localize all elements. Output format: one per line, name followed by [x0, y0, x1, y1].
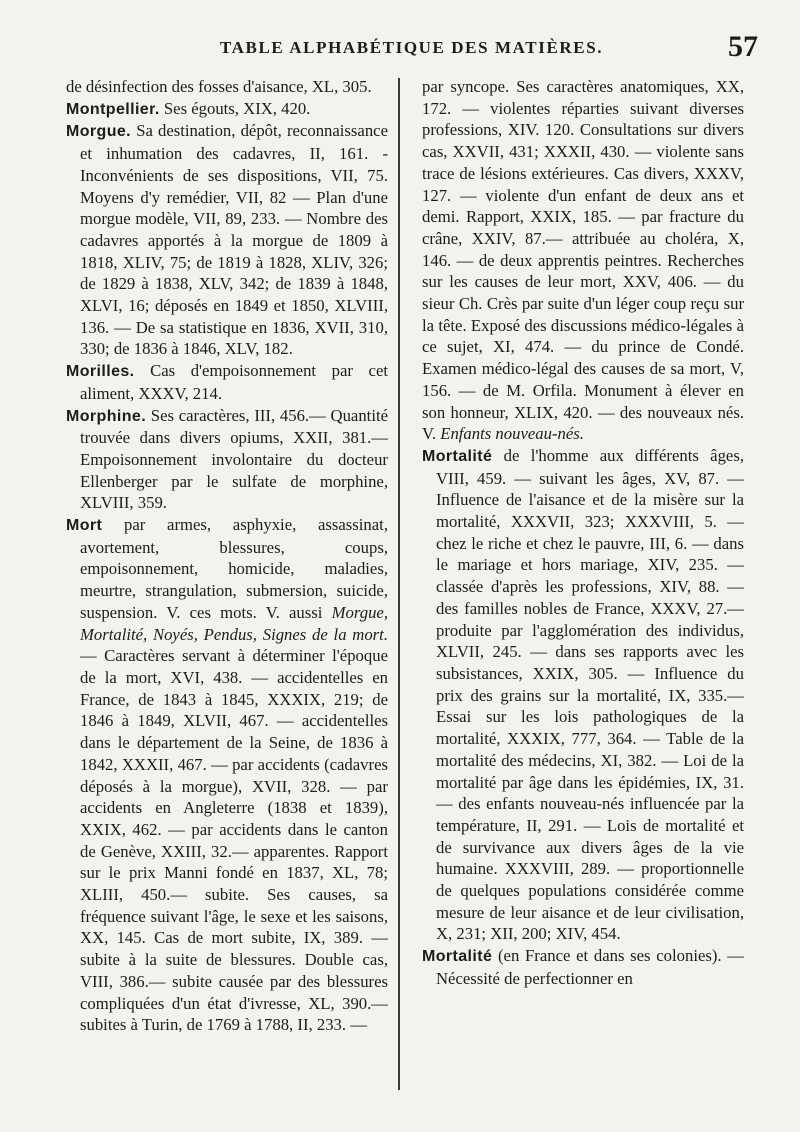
- index-entry-morphine: [66, 405, 388, 515]
- entry-text: — Caractères servant à déterminer l'époque de la mort, XVI, 438. — accidentelles en France, de 1843 à 1845, XXXIX, 219; de 1846 à 1849, XLVII, 467. — accidentelles dans le département de la Seine, de 1836 à 1842, XXXII, 467. — par accidents (cadavres déposés à la morgue), XVII, 328. — par accidents en Angleterre (1838 et 1839), XXIX, 462. — par accidents dans le canton de Genève, XXIII, 32.— apparentes. Rapport sur le prix Manni fondé en 1837, XL, 78; XLIII, 450.— subite. Ses causes, sa fréquence suivant l'âge, le sexe et les saisons, XX, 145. Cas de mort subite, IX, 389. — subite à la suite de blessures. Double cas, VIII, 386.— subite causée par des blessures compliquées d'un état d'ivresse, XL, 390.— subites à Turin, de 1769 à 1788, II, 233. —: [80, 646, 388, 1035]
- left-column: [66, 76, 388, 1036]
- running-title: TABLE ALPHABÉTIQUE DES MATIÈRES.: [220, 38, 604, 57]
- entry-text: de désinfection des fosses d'aisance, XL, 305.: [66, 77, 372, 96]
- entry-text: Ses égouts, XIX, 420.: [159, 98, 311, 118]
- entry-headword: Morgue.: [66, 123, 132, 141]
- entry-text: Sa destination, dépôt, reconnaissance et inhumation des cadavres, II, 161. - Inconvénients de ses dispositions, VII, 75. Moyens d'y remédier, VII, 82 — Plan d'une morgue modèle, VII, 89, 233. — Nombre des cadavres apportés à la morgue de 1809 à 1818, XLIV, 75; de 1819 à 1828, XLIV, 326; de 1829 à 1838, XLV, 342; de 1839 à 1848, XLVI, 16; déposés en 1849 et 1850, XLVIII, 136. — De sa statistique en 1836, XVII, 310, 330; de 1836 à 1846, XLV, 182.: [80, 121, 388, 359]
- entry-text: par syncope. Ses caractères anatomiques, XX, 172. — violentes réparties suivant diverses professions, XIV. 120. Consultations sur divers cas, XXVII, 431; XXXII, 430. — violente sans trace de lésions extérieures. Cas divers, XXXV, 127. — violente d'un enfant de deux ans et demi. Rapport, XXIX, 185. — par fracture du crâne, XXIV, 87.— attribuée au choléra, X, 146. — de deux apprentis peintres. Recherches sur les causes de leur mort, XXV, 406. — du sieur Ch. Crès par suite d'un léger coup reçu sur la tête. Exposé des discussions médico-légales à ce sujet, XI, 474. — du prince de Condé. Examen médico-légal des causes de sa mort, V, 156. — de M. Orfila. Monument à élever en son honneur, XLIX, 420. — des nouveaux nés. V.: [422, 77, 744, 444]
- index-entry-continuation: [66, 76, 388, 98]
- index-entry-morgue: [66, 120, 388, 360]
- index-entry-mort-continued: [422, 76, 744, 445]
- entry-text: (en France et dans ses colonies). — Nécessité de perfectionner en: [436, 946, 744, 988]
- entry-headword: Mort: [66, 517, 103, 535]
- index-entry-montpellier: [66, 98, 388, 121]
- index-entry-mortalite: [422, 445, 744, 945]
- index-entry-mort: [66, 514, 388, 1036]
- page-header: [60, 30, 758, 70]
- entry-headword: Mortalité: [422, 948, 493, 966]
- entry-text: Ses caractères, III, 456.— Quantité trouvée dans divers opiums, XXII, 381.— Empoisonnement involontaire du docteur Ellenberger par le sulfate de morphine, XLVIII, 359.: [80, 405, 388, 513]
- entry-cross-reference: Morgue, Mortalité, Noyés, Pendus, Signes de la mort.: [80, 602, 388, 644]
- entry-cross-reference: Enfants nouveau-nés.: [440, 424, 584, 444]
- entry-text: Cas d'empoisonnement par cet aliment, XXXV, 214.: [80, 361, 388, 403]
- entry-headword: Mortalité: [422, 447, 493, 465]
- page-number: 57: [728, 30, 758, 63]
- index-entry-morilles: [66, 360, 388, 404]
- right-column: [422, 76, 744, 990]
- index-entry-mortalite-colonies: [422, 945, 744, 989]
- entry-headword: Morphine.: [66, 407, 147, 425]
- entry-text: de l'homme aux différents âges, VIII, 459. — suivant les âges, XV, 87. — Influence de l'aisance et de la misère sur la mortalité, XXXVII, 323; XXXVIII, 5. — chez le riche et chez le pauvre, III, 6. — dans le mariage et hors mariage, XIV, 235. — classée d'après les professions, XIV, 88. — des familles nobles de France, XXXV, 27.—produite par l'agglomération des individus, XLVII, 245. — dans ses rapports avec les subsistances, XXIX, 305. — Influence du prix des grains sur la mortalité, IX, 335.—Essai sur les lois pathologiques de la mortalité, XXXIX, 777, 364. — Table de la mortalité des médecins, XI, 382. — Loi de la mortalité par âge dans les épidémies, IX, 31.— des enfants nouveau-nés influencée par la température, II, 291. — Lois de mortalité et de survivance aux divers âges de la vie humaine. XXXVIII, 289. — proportionnelle de quelques populations considérée comme mesure de leur aisance et de leur civilisation, X, 231; XII, 200; XIV, 454.: [436, 445, 744, 944]
- entry-headword: Montpellier.: [66, 100, 160, 118]
- entry-text: par armes, asphyxie, assassinat, avortement, blessures, coups, empoisonnement, homicide, maladies, meurtre, strangulation, submersion, suicide, suspension. V. ces mots. V. aussi: [80, 515, 388, 622]
- column-divider: [398, 78, 400, 1090]
- entry-headword: Morilles.: [66, 363, 135, 381]
